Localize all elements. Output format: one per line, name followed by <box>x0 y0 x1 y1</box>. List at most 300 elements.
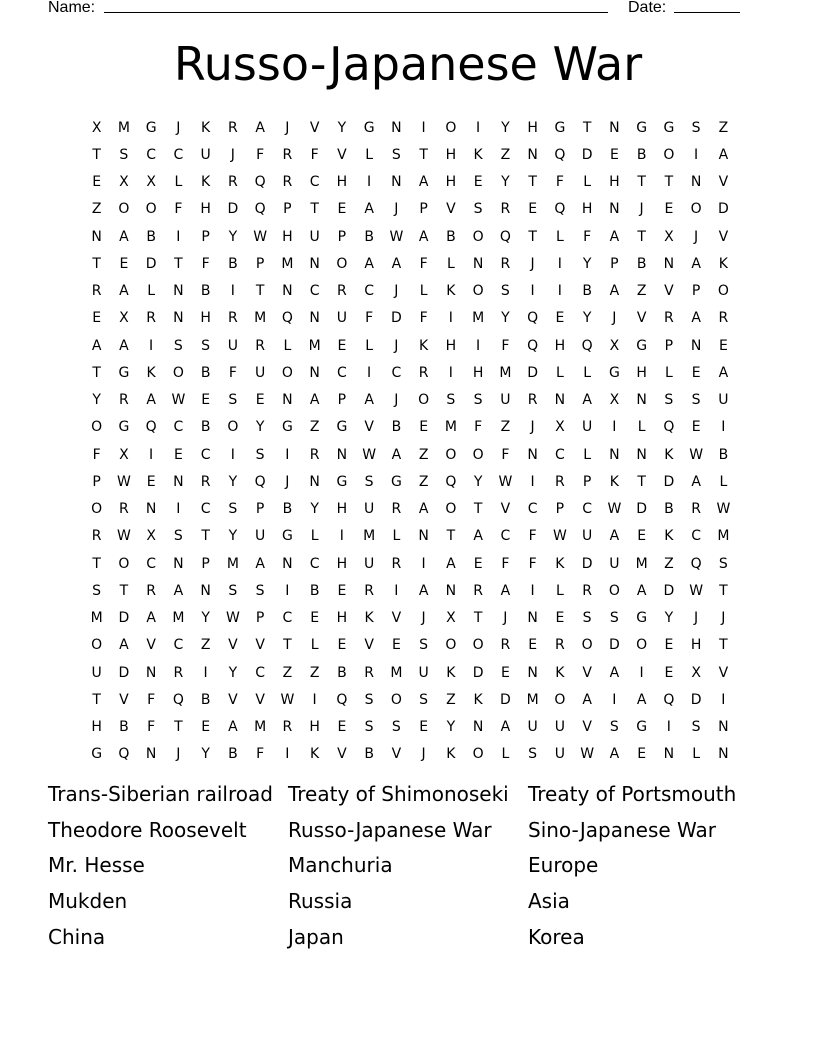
grid-letter[interactable]: R <box>337 283 347 300</box>
grid-letter[interactable]: C <box>582 501 593 518</box>
grid-letter[interactable]: S <box>92 582 102 599</box>
grid-letter[interactable]: L <box>637 419 646 436</box>
grid-letter[interactable]: D <box>717 201 729 218</box>
grid-letter[interactable]: O <box>554 691 566 708</box>
grid-letter[interactable]: D <box>118 610 130 627</box>
grid-letter[interactable]: H <box>445 174 457 191</box>
grid-letter[interactable]: L <box>583 174 592 191</box>
grid-letter[interactable]: N <box>173 310 184 327</box>
grid-letter[interactable]: N <box>527 146 538 163</box>
grid-letter[interactable]: X <box>609 337 620 354</box>
grid-letter[interactable]: L <box>283 337 292 354</box>
grid-letter[interactable]: S <box>500 283 510 300</box>
grid-letter[interactable]: K <box>201 119 211 136</box>
grid-letter[interactable]: M <box>254 719 267 736</box>
grid-letter[interactable]: L <box>446 255 455 272</box>
grid-letter[interactable]: Y <box>473 473 483 490</box>
grid-letter[interactable]: N <box>282 283 293 300</box>
grid-letter[interactable]: I <box>394 582 399 599</box>
grid-letter[interactable]: E <box>555 610 565 627</box>
grid-letter[interactable]: F <box>174 201 183 218</box>
grid-letter[interactable]: T <box>637 174 646 191</box>
grid-letter[interactable]: I <box>230 446 235 463</box>
grid-letter[interactable]: T <box>719 637 728 654</box>
grid-letter[interactable]: F <box>501 446 510 463</box>
grid-letter[interactable]: O <box>91 419 103 436</box>
grid-letter[interactable]: A <box>609 746 620 763</box>
grid-letter[interactable]: S <box>228 501 238 518</box>
grid-letter[interactable]: R <box>309 446 320 463</box>
grid-letter[interactable]: L <box>555 582 564 599</box>
grid-letter[interactable]: Y <box>201 610 210 627</box>
grid-letter[interactable]: E <box>337 582 347 599</box>
grid-letter[interactable]: H <box>336 501 348 518</box>
grid-letter[interactable]: O <box>717 283 729 300</box>
grid-letter[interactable]: R <box>228 119 238 136</box>
grid-letter[interactable]: A <box>636 582 647 599</box>
grid-letter[interactable]: A <box>255 555 265 572</box>
grid-letter[interactable]: T <box>473 501 483 518</box>
grid-letter[interactable]: F <box>147 719 156 736</box>
grid-letter[interactable]: N <box>391 174 402 191</box>
grid-letter[interactable]: I <box>367 174 372 191</box>
grid-letter[interactable]: T <box>92 364 101 381</box>
grid-letter[interactable]: N <box>391 119 402 136</box>
grid-letter[interactable]: N <box>173 283 184 300</box>
grid-letter[interactable]: A <box>146 610 156 627</box>
grid-letter[interactable]: R <box>173 664 184 681</box>
grid-letter[interactable]: R <box>282 174 293 191</box>
grid-letter[interactable]: Y <box>446 719 456 736</box>
grid-letter[interactable]: Z <box>91 201 102 218</box>
grid-letter[interactable]: N <box>282 555 293 572</box>
grid-letter[interactable]: O <box>472 446 484 463</box>
grid-letter[interactable]: A <box>119 228 129 245</box>
grid-letter[interactable]: X <box>119 310 129 327</box>
grid-letter[interactable]: U <box>309 228 320 245</box>
grid-letter[interactable]: E <box>391 637 401 654</box>
grid-letter[interactable]: D <box>581 146 593 163</box>
grid-letter[interactable]: X <box>119 446 129 463</box>
grid-letter[interactable]: I <box>530 473 535 490</box>
grid-letter[interactable]: B <box>146 228 156 245</box>
grid-letter[interactable]: X <box>146 174 156 191</box>
grid-letter[interactable]: A <box>418 228 429 245</box>
grid-letter[interactable]: Y <box>582 310 592 327</box>
grid-letter[interactable]: M <box>444 419 457 436</box>
grid-letter[interactable]: F <box>256 746 265 763</box>
grid-letter[interactable]: S <box>364 719 374 736</box>
grid-letter[interactable]: M <box>281 255 294 272</box>
grid-letter[interactable]: L <box>310 528 319 545</box>
grid-letter[interactable]: J <box>694 228 699 245</box>
grid-letter[interactable]: A <box>691 310 701 327</box>
grid-letter[interactable]: O <box>445 446 457 463</box>
grid-letter[interactable]: D <box>663 473 675 490</box>
grid-letter[interactable]: Q <box>254 174 266 191</box>
grid-letter[interactable]: M <box>390 664 403 681</box>
grid-letter[interactable]: N <box>200 582 211 599</box>
grid-letter[interactable]: P <box>283 201 292 218</box>
grid-letter[interactable]: O <box>663 146 675 163</box>
grid-letter[interactable]: A <box>582 392 592 409</box>
grid-letter[interactable]: C <box>691 528 702 545</box>
grid-letter[interactable]: K <box>146 364 156 381</box>
grid-letter[interactable]: L <box>719 473 728 490</box>
grid-letter[interactable]: T <box>201 528 210 545</box>
grid-letter[interactable]: G <box>145 119 157 136</box>
grid-letter[interactable]: E <box>255 392 265 409</box>
grid-letter[interactable]: Z <box>418 473 429 490</box>
grid-letter[interactable]: V <box>337 146 347 163</box>
grid-letter[interactable]: V <box>664 283 674 300</box>
grid-letter[interactable]: H <box>309 719 320 736</box>
grid-letter[interactable]: I <box>612 419 617 436</box>
grid-letter[interactable]: J <box>530 255 535 272</box>
grid-letter[interactable]: Q <box>145 419 157 436</box>
grid-letter[interactable]: C <box>500 528 511 545</box>
grid-letter[interactable]: L <box>583 446 592 463</box>
grid-letter[interactable]: B <box>718 446 729 463</box>
grid-letter[interactable]: R <box>146 582 156 599</box>
grid-letter[interactable]: S <box>473 201 483 218</box>
grid-letter[interactable]: C <box>200 501 211 518</box>
grid-letter[interactable]: T <box>92 691 101 708</box>
grid-letter[interactable]: I <box>312 691 317 708</box>
grid-letter[interactable]: Y <box>228 528 238 545</box>
grid-letter[interactable]: O <box>336 255 348 272</box>
grid-letter[interactable]: D <box>472 664 484 681</box>
grid-letter[interactable]: I <box>203 664 208 681</box>
grid-letter[interactable]: N <box>690 337 702 354</box>
grid-letter[interactable]: A <box>119 337 129 354</box>
grid-letter[interactable]: O <box>145 201 157 218</box>
grid-letter[interactable]: P <box>255 610 265 627</box>
grid-letter[interactable]: V <box>255 691 265 708</box>
grid-letter[interactable]: F <box>555 174 564 191</box>
grid-letter[interactable]: O <box>690 201 702 218</box>
grid-letter[interactable]: G <box>118 364 130 381</box>
grid-letter[interactable]: O <box>445 501 457 518</box>
grid-letter[interactable]: H <box>200 201 211 218</box>
grid-letter[interactable]: F <box>92 446 101 463</box>
grid-letter[interactable]: L <box>147 283 156 300</box>
grid-letter[interactable]: I <box>448 364 453 381</box>
grid-letter[interactable]: I <box>721 691 726 708</box>
grid-letter[interactable]: K <box>201 174 211 191</box>
grid-letter[interactable]: S <box>419 637 429 654</box>
grid-letter[interactable]: Y <box>255 419 265 436</box>
grid-letter[interactable]: O <box>472 637 484 654</box>
grid-letter[interactable]: F <box>583 228 592 245</box>
grid-letter[interactable]: N <box>309 310 320 327</box>
grid-letter[interactable]: O <box>227 419 239 436</box>
grid-letter[interactable]: N <box>636 446 647 463</box>
grid-letter[interactable]: S <box>391 719 401 736</box>
grid-letter[interactable]: O <box>472 283 484 300</box>
grid-letter[interactable]: T <box>637 473 646 490</box>
grid-letter[interactable]: Y <box>501 310 510 327</box>
grid-letter[interactable]: A <box>391 255 402 272</box>
grid-letter[interactable]: E <box>146 473 156 490</box>
grid-letter[interactable]: M <box>90 610 103 627</box>
grid-letter[interactable]: I <box>530 582 535 599</box>
grid-letter[interactable]: E <box>691 419 701 436</box>
grid-letter[interactable]: T <box>92 555 101 572</box>
grid-letter[interactable]: A <box>718 146 729 163</box>
grid-letter[interactable]: G <box>336 419 348 436</box>
grid-letter[interactable]: Q <box>172 691 184 708</box>
grid-letter[interactable]: V <box>718 228 729 245</box>
grid-letter[interactable]: V <box>337 746 347 763</box>
grid-letter[interactable]: K <box>555 555 565 572</box>
grid-letter[interactable]: M <box>308 337 321 354</box>
grid-letter[interactable]: B <box>200 419 211 436</box>
grid-letter[interactable]: J <box>639 201 644 218</box>
grid-letter[interactable]: O <box>445 119 457 136</box>
grid-letter[interactable]: A <box>500 582 511 599</box>
grid-letter[interactable]: C <box>146 146 157 163</box>
grid-letter[interactable]: U <box>227 337 238 354</box>
grid-letter[interactable]: I <box>285 446 290 463</box>
grid-letter[interactable]: I <box>176 501 181 518</box>
grid-letter[interactable]: G <box>663 119 675 136</box>
grid-letter[interactable]: X <box>555 419 565 436</box>
grid-letter[interactable]: I <box>557 255 562 272</box>
grid-letter[interactable]: U <box>255 364 266 381</box>
grid-letter[interactable]: E <box>473 555 483 572</box>
grid-letter[interactable]: H <box>445 337 457 354</box>
grid-letter[interactable]: O <box>91 501 103 518</box>
grid-letter[interactable]: L <box>365 146 374 163</box>
grid-letter[interactable]: I <box>230 283 235 300</box>
grid-letter[interactable]: Q <box>254 473 266 490</box>
grid-letter[interactable]: Z <box>282 664 293 681</box>
grid-letter[interactable]: N <box>636 392 647 409</box>
grid-letter[interactable]: V <box>119 691 129 708</box>
grid-letter[interactable]: T <box>719 582 728 599</box>
grid-letter[interactable]: N <box>527 664 538 681</box>
grid-letter[interactable]: N <box>282 392 293 409</box>
grid-letter[interactable]: O <box>636 637 648 654</box>
grid-letter[interactable]: W <box>171 392 186 409</box>
grid-letter[interactable]: E <box>119 255 129 272</box>
grid-letter[interactable]: Y <box>582 255 592 272</box>
grid-letter[interactable]: O <box>118 201 130 218</box>
date-blank-line[interactable] <box>674 0 740 13</box>
grid-letter[interactable]: B <box>364 228 374 245</box>
grid-letter[interactable]: C <box>309 283 320 300</box>
grid-letter[interactable]: Y <box>310 501 319 518</box>
grid-letter[interactable]: R <box>91 528 102 545</box>
grid-letter[interactable]: R <box>200 473 211 490</box>
grid-letter[interactable]: V <box>718 664 729 681</box>
grid-letter[interactable]: E <box>664 201 674 218</box>
grid-letter[interactable]: C <box>554 446 565 463</box>
grid-letter[interactable]: U <box>582 528 593 545</box>
grid-letter[interactable]: A <box>255 119 265 136</box>
grid-letter[interactable]: N <box>173 555 184 572</box>
grid-letter[interactable]: U <box>336 310 347 327</box>
grid-letter[interactable]: S <box>255 446 265 463</box>
grid-letter[interactable]: J <box>421 746 426 763</box>
grid-letter[interactable]: V <box>636 310 647 327</box>
grid-letter[interactable]: O <box>472 746 484 763</box>
grid-letter[interactable]: H <box>472 364 484 381</box>
grid-letter[interactable]: A <box>418 501 429 518</box>
grid-letter[interactable]: V <box>718 174 729 191</box>
grid-letter[interactable]: O <box>281 364 293 381</box>
grid-letter[interactable]: M <box>172 610 185 627</box>
grid-letter[interactable]: E <box>310 610 320 627</box>
grid-letter[interactable]: O <box>608 582 620 599</box>
grid-letter[interactable]: D <box>581 555 593 572</box>
grid-letter[interactable]: S <box>664 392 674 409</box>
grid-letter[interactable]: E <box>637 746 647 763</box>
grid-letter[interactable]: B <box>200 691 211 708</box>
grid-letter[interactable]: H <box>527 119 538 136</box>
grid-letter[interactable]: S <box>528 746 538 763</box>
grid-letter[interactable]: T <box>310 201 319 218</box>
grid-letter[interactable]: K <box>664 446 674 463</box>
grid-letter[interactable]: U <box>609 555 620 572</box>
grid-letter[interactable]: D <box>663 582 675 599</box>
grid-letter[interactable]: H <box>554 337 566 354</box>
grid-letter[interactable]: T <box>255 283 265 300</box>
grid-letter[interactable]: N <box>445 582 457 599</box>
grid-letter[interactable]: I <box>557 283 562 300</box>
grid-letter[interactable]: H <box>336 610 348 627</box>
grid-letter[interactable]: T <box>174 719 183 736</box>
grid-letter[interactable]: E <box>664 637 674 654</box>
grid-letter[interactable]: E <box>201 719 211 736</box>
grid-letter[interactable]: R <box>282 146 293 163</box>
grid-letter[interactable]: I <box>421 119 426 136</box>
grid-letter[interactable]: N <box>336 446 348 463</box>
grid-letter[interactable]: R <box>582 582 592 599</box>
grid-letter[interactable]: C <box>309 174 320 191</box>
grid-letter[interactable]: D <box>390 310 402 327</box>
grid-letter[interactable]: O <box>445 637 457 654</box>
grid-letter[interactable]: K <box>718 255 728 272</box>
grid-letter[interactable]: C <box>173 419 184 436</box>
grid-letter[interactable]: P <box>337 228 347 245</box>
grid-letter[interactable]: S <box>255 582 265 599</box>
grid-letter[interactable]: M <box>226 555 239 572</box>
grid-letter[interactable]: A <box>391 446 402 463</box>
grid-letter[interactable]: Y <box>337 119 347 136</box>
grid-letter[interactable]: C <box>527 501 538 518</box>
grid-letter[interactable]: J <box>612 310 617 327</box>
grid-letter[interactable]: P <box>555 501 565 518</box>
grid-letter[interactable]: R <box>500 201 511 218</box>
grid-letter[interactable]: B <box>391 419 402 436</box>
grid-letter[interactable]: L <box>365 337 374 354</box>
grid-letter[interactable]: Z <box>636 283 647 300</box>
grid-letter[interactable]: N <box>309 364 320 381</box>
grid-letter[interactable]: O <box>390 691 402 708</box>
grid-letter[interactable]: N <box>718 746 729 763</box>
grid-letter[interactable]: W <box>689 582 704 599</box>
grid-letter[interactable]: P <box>664 337 674 354</box>
grid-letter[interactable]: M <box>635 555 648 572</box>
grid-letter[interactable]: A <box>582 691 592 708</box>
grid-letter[interactable]: J <box>394 283 399 300</box>
grid-letter[interactable]: V <box>255 637 265 654</box>
grid-letter[interactable]: C <box>391 364 402 381</box>
grid-letter[interactable]: A <box>309 392 320 409</box>
grid-letter[interactable]: M <box>254 310 267 327</box>
grid-letter[interactable]: Z <box>309 419 320 436</box>
grid-letter[interactable]: S <box>609 719 619 736</box>
grid-letter[interactable]: S <box>691 119 701 136</box>
grid-letter[interactable]: A <box>500 719 511 736</box>
grid-letter[interactable]: A <box>119 283 129 300</box>
grid-letter[interactable]: S <box>119 146 129 163</box>
grid-letter[interactable]: A <box>609 528 620 545</box>
grid-letter[interactable]: K <box>446 746 456 763</box>
grid-letter[interactable]: O <box>418 392 430 409</box>
grid-letter[interactable]: K <box>664 528 674 545</box>
grid-letter[interactable]: B <box>119 719 129 736</box>
grid-letter[interactable]: Q <box>554 146 566 163</box>
grid-letter[interactable]: N <box>690 174 702 191</box>
grid-letter[interactable]: S <box>473 392 483 409</box>
grid-letter[interactable]: E <box>419 719 429 736</box>
grid-letter[interactable]: J <box>694 610 699 627</box>
grid-letter[interactable]: P <box>419 201 428 218</box>
grid-letter[interactable]: U <box>364 501 375 518</box>
grid-letter[interactable]: E <box>201 392 211 409</box>
grid-letter[interactable]: R <box>391 555 402 572</box>
grid-letter[interactable]: H <box>445 146 457 163</box>
grid-letter[interactable]: R <box>555 473 565 490</box>
grid-letter[interactable]: A <box>91 337 102 354</box>
grid-letter[interactable]: B <box>200 364 211 381</box>
grid-letter[interactable]: N <box>663 255 675 272</box>
grid-letter[interactable]: N <box>309 255 320 272</box>
grid-letter[interactable]: U <box>527 719 538 736</box>
grid-letter[interactable]: Q <box>118 746 130 763</box>
grid-letter[interactable]: B <box>582 283 592 300</box>
grid-letter[interactable]: X <box>119 174 129 191</box>
grid-letter[interactable]: N <box>418 528 429 545</box>
grid-letter[interactable]: U <box>255 528 266 545</box>
grid-letter[interactable]: H <box>282 228 293 245</box>
grid-letter[interactable]: R <box>228 174 238 191</box>
grid-letter[interactable]: H <box>581 201 593 218</box>
grid-letter[interactable]: F <box>419 310 428 327</box>
grid-letter[interactable]: F <box>501 337 510 354</box>
grid-letter[interactable]: Y <box>228 664 238 681</box>
grid-letter[interactable]: E <box>664 664 674 681</box>
grid-letter[interactable]: E <box>337 201 347 218</box>
grid-letter[interactable]: G <box>636 337 648 354</box>
grid-letter[interactable]: P <box>255 255 265 272</box>
grid-letter[interactable]: U <box>91 664 102 681</box>
grid-letter[interactable]: A <box>691 255 701 272</box>
grid-letter[interactable]: G <box>91 746 103 763</box>
grid-letter[interactable]: T <box>283 637 292 654</box>
grid-letter[interactable]: I <box>639 664 644 681</box>
grid-letter[interactable]: J <box>394 337 399 354</box>
grid-letter[interactable]: S <box>364 691 374 708</box>
grid-letter[interactable]: A <box>119 637 129 654</box>
grid-letter[interactable]: A <box>364 255 374 272</box>
grid-letter[interactable]: J <box>230 146 235 163</box>
grid-letter[interactable]: R <box>500 255 511 272</box>
grid-letter[interactable]: C <box>146 555 157 572</box>
